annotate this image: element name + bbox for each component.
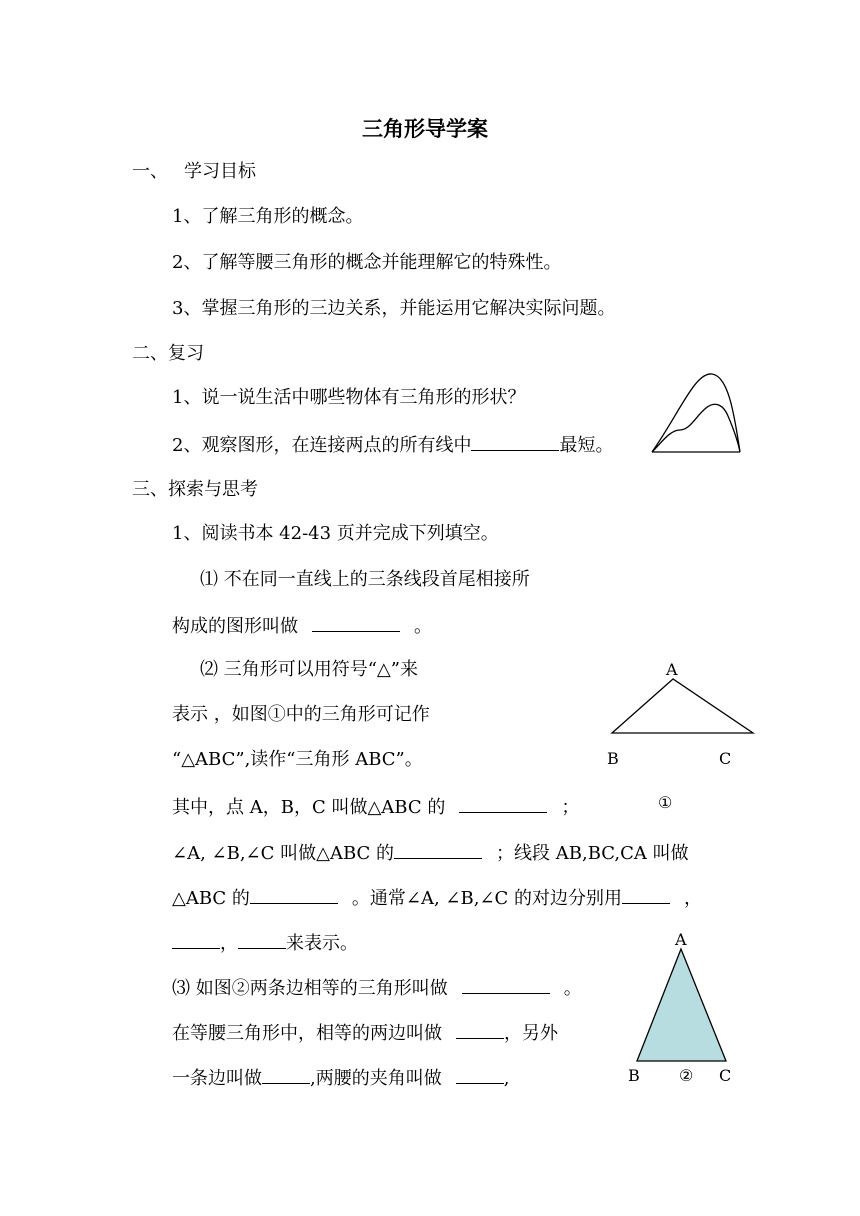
vertex-label-a: A: [675, 930, 687, 949]
inner-curve: [652, 404, 740, 452]
objective-3: 3、掌握三角形的三边关系，并能运用它解决实际问题。: [172, 298, 616, 319]
objective-1: 1、了解三角形的概念。: [172, 206, 364, 227]
part-1-end: 。: [414, 616, 432, 637]
objective-2: 2、了解等腰三角形的概念并能理解它的特殊性。: [172, 252, 562, 273]
review-question-2-tail: 最短。: [559, 435, 614, 456]
comma: ，: [220, 933, 238, 954]
part-3-line-3: [172, 1065, 509, 1091]
triangle-abc: [612, 679, 753, 733]
vertices-text: 其中，点 A，B，C 叫做△ABC 的: [172, 797, 446, 818]
answer-blank[interactable]: [172, 930, 220, 949]
answer-blank[interactable]: [471, 432, 559, 451]
answer-blank[interactable]: [456, 1065, 504, 1084]
vertex-label-a: A: [666, 660, 678, 679]
vertex-label-c: C: [719, 1066, 732, 1085]
answer-blank[interactable]: [456, 1020, 504, 1039]
section-3-heading: 三、探索与思考: [132, 479, 258, 500]
review-question-2-text: 2、观察图形，在连接两点的所有线中: [172, 435, 472, 456]
other-text: ，另外: [504, 1023, 558, 1044]
part-3-line-2: [172, 1020, 558, 1046]
isosceles-triangle: [637, 949, 726, 1061]
part-2-line-5: [172, 840, 689, 866]
part-3-line-1: [172, 975, 582, 1001]
angles-text: ∠A, ∠B,∠C 叫做△ABC 的: [172, 843, 395, 864]
part-2-line-3: “△ABC”,读作“三角形 ABC”。: [172, 749, 423, 770]
sides-text: △ABC 的: [172, 888, 250, 909]
section-1-heading: 学习目标: [184, 161, 256, 182]
vertex-label-c: C: [719, 749, 732, 768]
figure-1-caption: ①: [658, 793, 673, 812]
curves-figure: [650, 372, 745, 454]
section-2-heading: 二、复习: [132, 343, 204, 364]
part-2-line-7: [172, 930, 358, 956]
represent-text: 来表示。: [286, 933, 358, 954]
figure-1-triangle: [600, 655, 760, 815]
segments-text: ；线段 AB,BC,CA 叫做: [496, 843, 689, 864]
figure-2-isosceles-triangle: [620, 925, 740, 1090]
vertex-angle-text: ,两腰的夹角叫做: [310, 1068, 442, 1089]
answer-blank[interactable]: [462, 975, 550, 994]
semicolon: ；: [561, 797, 580, 818]
base-text: 一条边叫做: [172, 1068, 262, 1089]
answer-blank[interactable]: [312, 613, 400, 632]
part-2-line-4: [172, 794, 579, 820]
vertex-label-b: B: [607, 749, 619, 768]
comma: ，: [684, 888, 703, 909]
figure-2-caption: ②: [679, 1066, 694, 1085]
vertex-label-b: B: [628, 1066, 640, 1085]
answer-blank[interactable]: [250, 885, 338, 904]
answer-blank[interactable]: [238, 930, 286, 949]
part-1-text: 构成的图形叫做: [172, 616, 298, 637]
legs-text: 在等腰三角形中，相等的两边叫做: [172, 1023, 442, 1044]
comma: ,: [503, 1068, 510, 1089]
page-title: 三角形导学案: [362, 116, 488, 141]
section-1-number: 一、: [132, 161, 168, 182]
answer-blank[interactable]: [459, 794, 547, 813]
period: 。: [563, 978, 582, 999]
part-2-line-1: ⑵ 三角形可以用符号“△”来: [200, 659, 418, 680]
part-2-line-2: 表示 ，如图①中的三角形可记作: [172, 704, 430, 725]
answer-blank[interactable]: [622, 885, 670, 904]
reading-instruction: 1、阅读书本 42-43 页并完成下列填空。: [172, 523, 499, 544]
opposite-sides-text: 。通常∠A, ∠B,∠C 的对边分别用: [351, 888, 623, 909]
part-1-line-1: ⑴ 不在同一直线上的三条线段首尾相接所: [200, 569, 530, 590]
part-2-line-6: [172, 885, 702, 911]
answer-blank[interactable]: [262, 1065, 310, 1084]
part-1-line-2: [172, 613, 432, 639]
isosceles-def-text: ⑶ 如图②两条边相等的三角形叫做: [172, 978, 448, 999]
answer-blank[interactable]: [394, 840, 482, 859]
review-question-2: [172, 432, 613, 458]
review-question-1: 1、说一说生活中哪些物体有三角形的形状？: [172, 387, 526, 408]
